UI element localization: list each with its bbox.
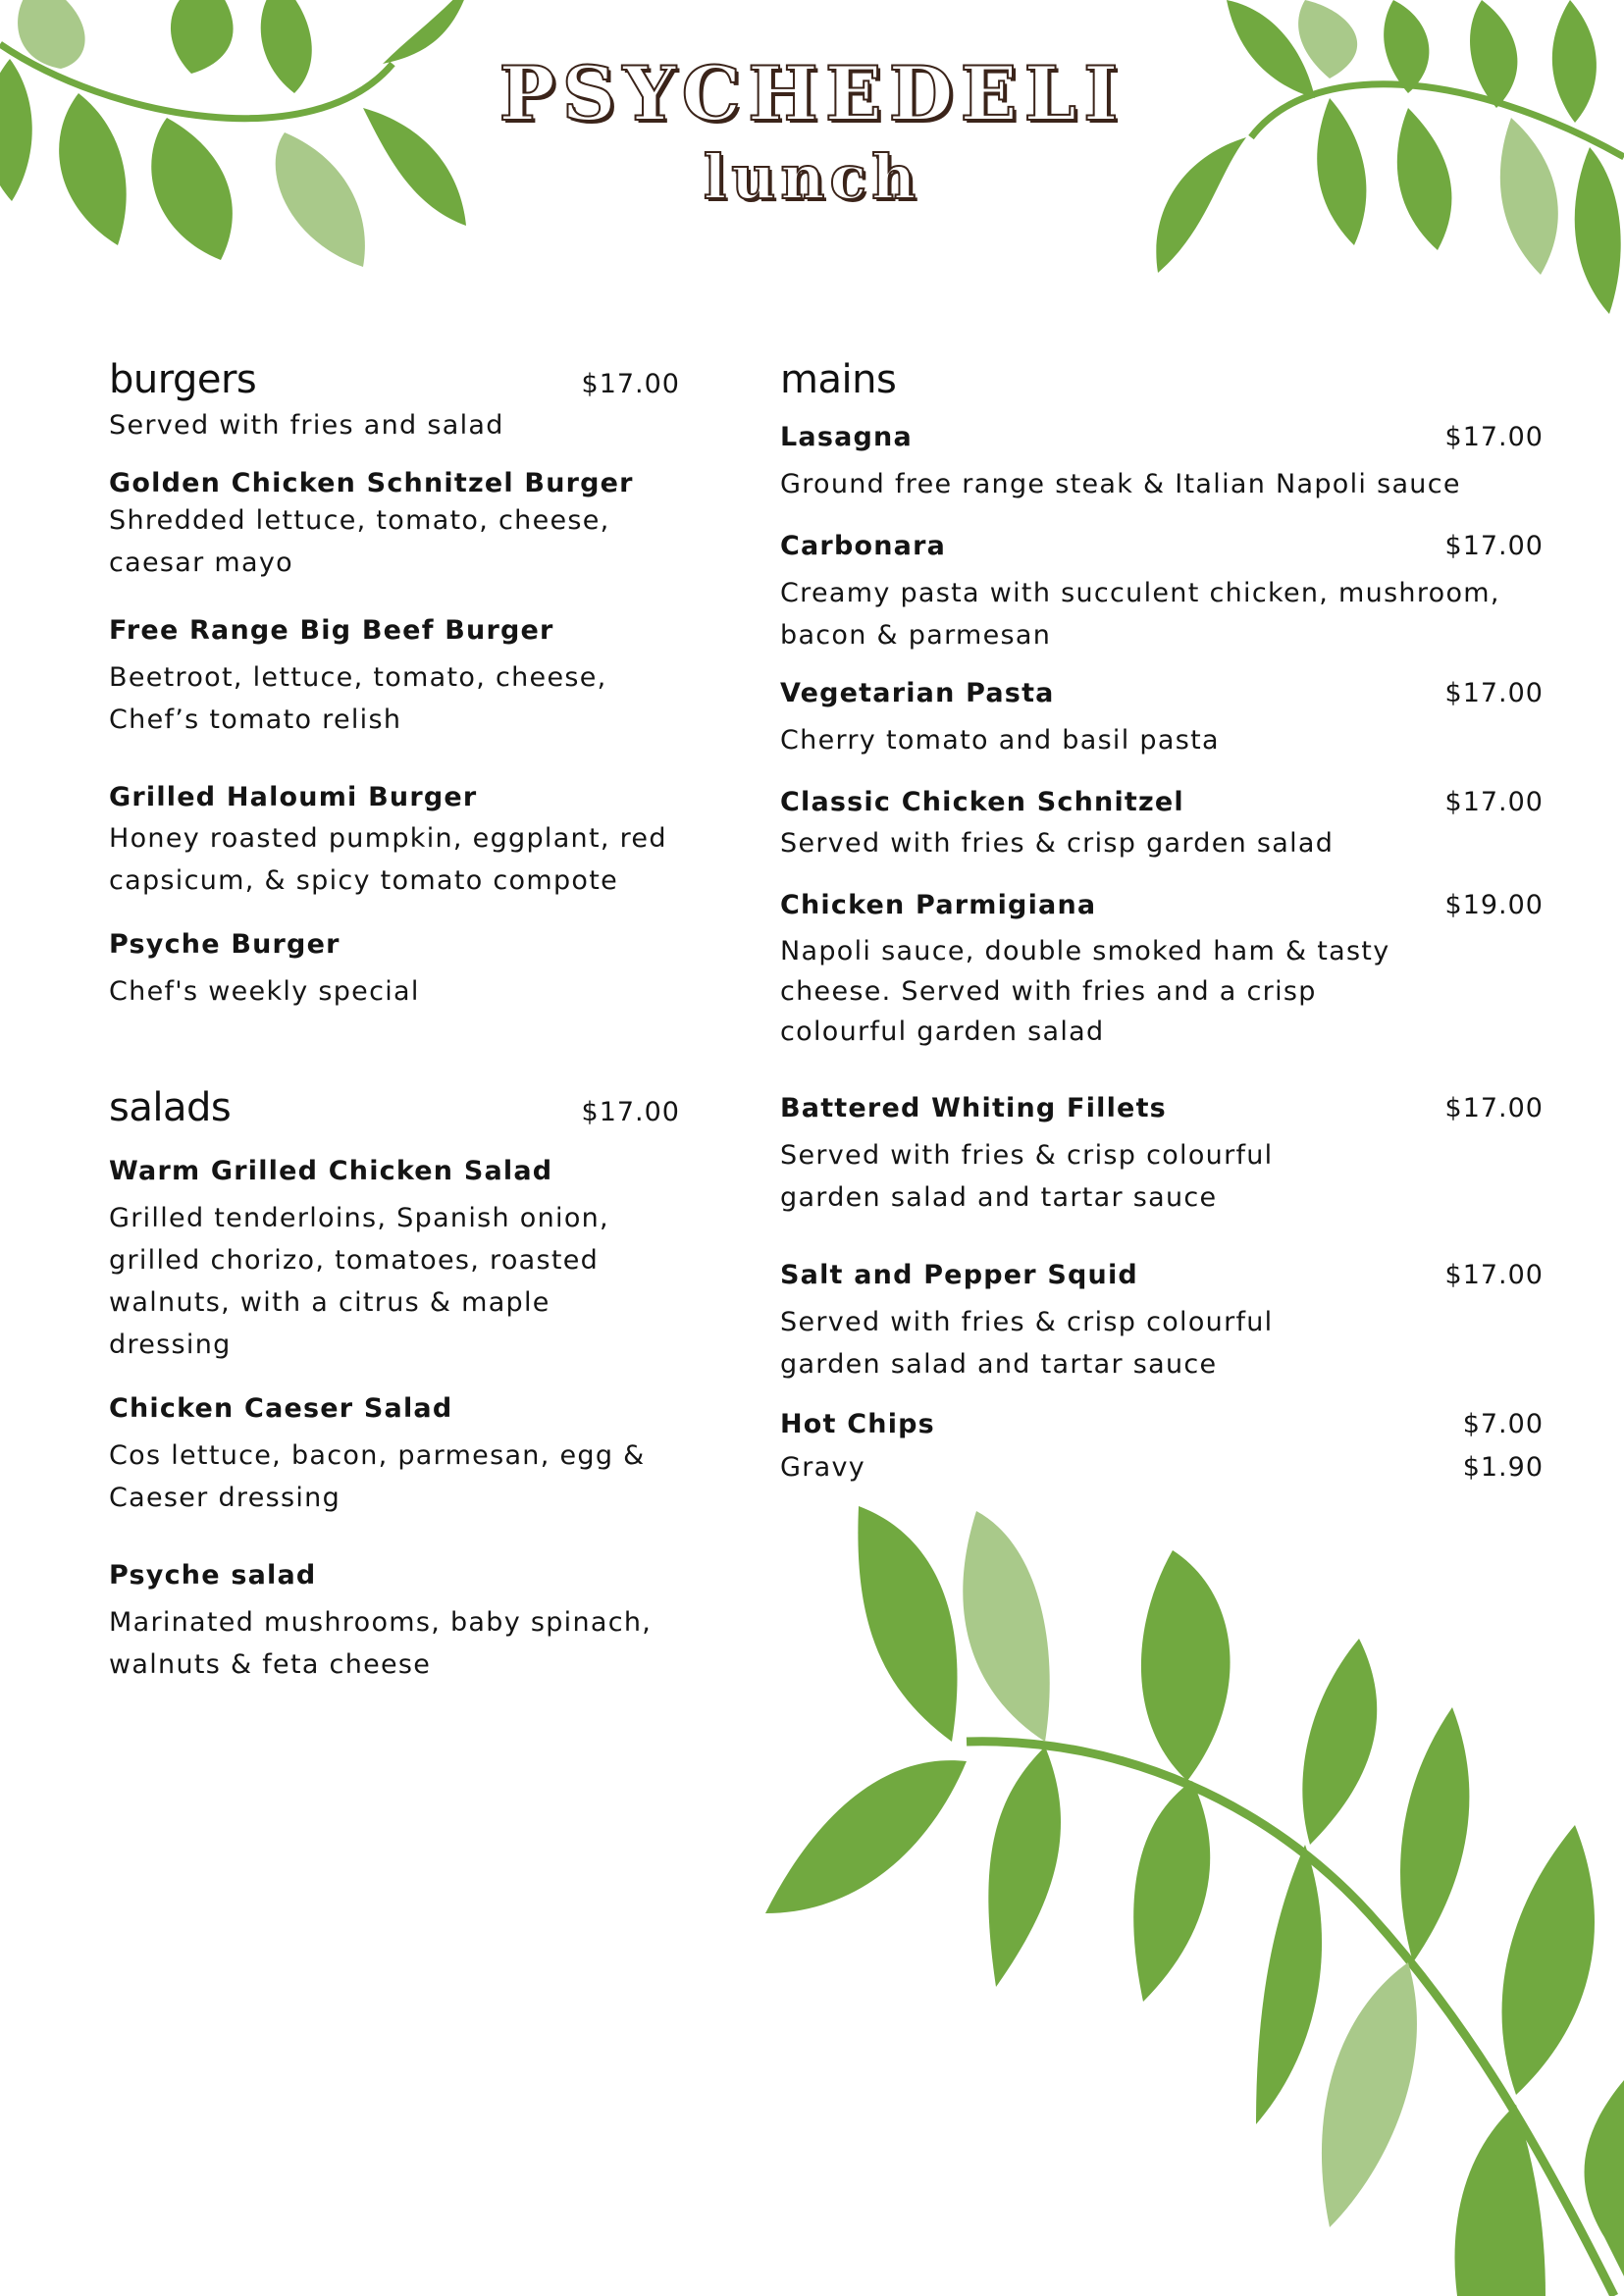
item-row	[780, 527, 1544, 566]
left-column	[109, 357, 680, 1686]
item-row	[780, 1256, 1544, 1295]
item-row	[780, 886, 1544, 925]
extra-name: Gravy	[780, 1452, 866, 1483]
salads-header	[109, 1085, 680, 1130]
menu-item	[109, 1152, 680, 1366]
item-price: $17.00	[1444, 678, 1544, 708]
salads-price: $17.00	[581, 1097, 680, 1127]
menu-subtitle: lunch	[703, 141, 921, 213]
burgers-header	[109, 357, 680, 402]
item-name: Grilled Haloumi Burger	[109, 782, 478, 812]
item-row	[780, 418, 1544, 457]
menu-item	[109, 1389, 680, 1519]
item-name: Psyche salad	[109, 1560, 317, 1591]
extra-row	[780, 1405, 1544, 1444]
item-name: Salt and Pepper Squid	[780, 1260, 1138, 1290]
menu-item	[780, 674, 1544, 761]
mains-section	[780, 357, 1544, 1488]
item-description: Grilled tenderloins, Spanish onion, grilled chorizo, tomatoes, roasted walnuts, with a citrus & maple dressing	[109, 1203, 609, 1360]
menu-item	[780, 783, 1544, 864]
item-price: $17.00	[1444, 1093, 1544, 1123]
item-description: Ground free range steak & Italian Napoli sauce	[780, 469, 1461, 499]
item-description: Honey roasted pumpkin, eggplant, red capsicum, & spicy tomato compote	[109, 823, 667, 896]
salads-section	[109, 1085, 680, 1686]
item-name: Free Range Big Beef Burger	[109, 615, 554, 646]
item-price: $17.00	[1444, 1260, 1544, 1290]
item-price: $17.00	[1444, 422, 1544, 452]
item-price: $17.00	[1444, 787, 1544, 817]
right-column	[780, 357, 1544, 1488]
item-name: Chicken Parmigiana	[780, 890, 1097, 920]
item-row	[780, 674, 1544, 713]
item-description: Cherry tomato and basil pasta	[780, 725, 1220, 756]
extra-price: $7.00	[1462, 1409, 1544, 1439]
leaf-branch-bottom-right	[760, 1501, 1624, 2296]
item-description: Served with fries & crisp garden salad	[780, 828, 1335, 859]
extra-price: $1.90	[1462, 1452, 1544, 1483]
menu-item	[109, 1556, 680, 1686]
item-name: Warm Grilled Chicken Salad	[109, 1156, 553, 1186]
item-price: $19.00	[1444, 890, 1544, 920]
item-row	[780, 1089, 1544, 1128]
restaurant-title: PSYCHEDELI	[498, 50, 1126, 137]
extra-row	[780, 1446, 1544, 1488]
item-name: Chicken Caeser Salad	[109, 1393, 453, 1424]
salads-title: salads	[109, 1085, 232, 1130]
burgers-section	[109, 357, 680, 1013]
menu-item	[780, 886, 1544, 1052]
burgers-title: burgers	[109, 357, 257, 402]
menu-item	[109, 925, 680, 1013]
item-description: Napoli sauce, double smoked ham & tasty cheese. Served with fries and a crisp colourful garden salad	[780, 936, 1390, 1047]
burgers-note: Served with fries and salad	[109, 410, 504, 441]
item-name: Battered Whiting Fillets	[780, 1093, 1167, 1123]
item-description: Chef's weekly special	[109, 976, 420, 1007]
item-description: Served with fries & crisp colourful garden salad and tartar sauce	[780, 1140, 1274, 1213]
item-description: Marinated mushrooms, baby spinach, walnuts & feta cheese	[109, 1607, 653, 1680]
item-name: Golden Chicken Schnitzel Burger	[109, 468, 634, 498]
item-description: Served with fries & crisp colourful garden salad and tartar sauce	[780, 1307, 1274, 1380]
item-price: $17.00	[1444, 531, 1544, 561]
item-name: Vegetarian Pasta	[780, 678, 1055, 708]
item-description: Beetroot, lettuce, tomato, cheese, Chef’s tomato relish	[109, 662, 607, 735]
menu-item	[780, 1089, 1544, 1219]
item-name: Carbonara	[780, 531, 947, 561]
menu-item	[109, 778, 680, 902]
item-description: Cos lettuce, bacon, parmesan, egg & Caeser dressing	[109, 1440, 646, 1513]
menu-item	[780, 1256, 1544, 1385]
menu-item	[780, 418, 1544, 505]
leaf-branch-top-left	[0, 0, 491, 285]
menu-item	[109, 464, 680, 584]
mains-title: mains	[780, 357, 897, 402]
item-name: Psyche Burger	[109, 929, 341, 960]
item-name: Lasagna	[780, 422, 913, 452]
item-description: Creamy pasta with succulent chicken, mushroom, bacon & parmesan	[780, 578, 1500, 651]
extras-list	[780, 1405, 1544, 1488]
mains-header	[780, 357, 1544, 402]
item-name: Classic Chicken Schnitzel	[780, 787, 1184, 817]
burgers-price: $17.00	[581, 369, 680, 399]
item-description: Shredded lettuce, tomato, cheese, caesar mayo	[109, 505, 610, 578]
menu-item	[780, 527, 1544, 656]
extra-name: Hot Chips	[780, 1409, 935, 1439]
item-row	[780, 783, 1544, 822]
menu-item	[109, 611, 680, 741]
